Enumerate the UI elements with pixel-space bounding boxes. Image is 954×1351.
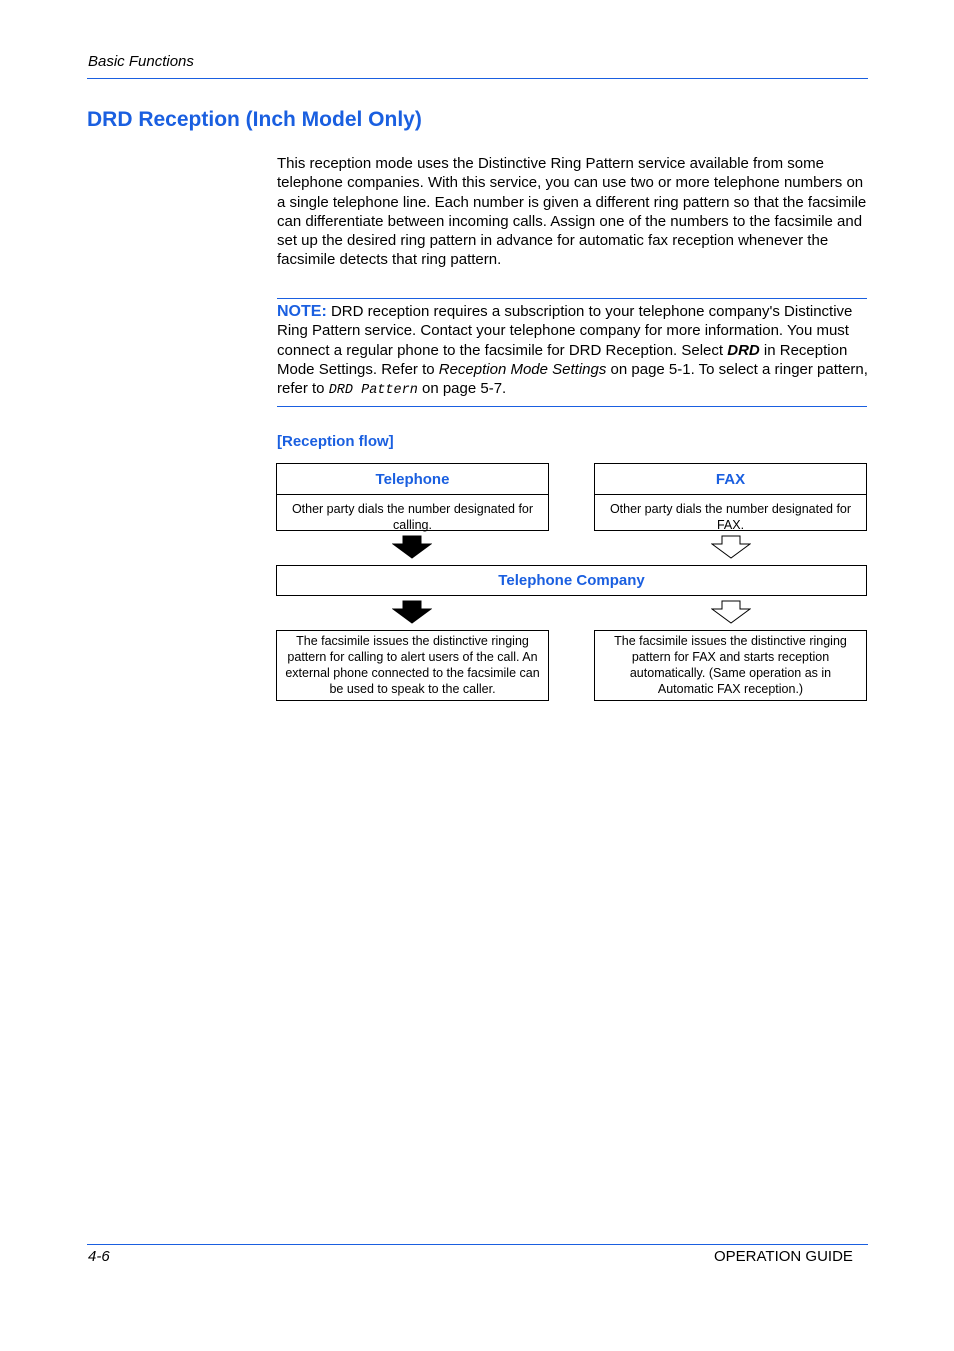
fax-box-text: Other party dials the number designated for FAX.	[609, 502, 852, 532]
solid-down-arrow-icon	[392, 535, 432, 559]
fax-box-title: FAX	[595, 464, 866, 495]
note-text-1: DRD reception requires a subscription to your telephone company's Distinctive Ring Pattern service. Contact your telephone company for more information. You must connect a regular phone to the facsimile for DRD Reception. Select	[277, 303, 853, 359]
telephone-result-text: The facsimile issues the distinctive ringing pattern for calling to alert users of the call. An external phone connected to the facsimile can be used to speak to the caller.	[285, 634, 540, 696]
note-top-rule	[277, 298, 867, 299]
note-block	[277, 302, 869, 400]
note-text-2: in Reception Mode Settings. Refer to	[277, 341, 848, 378]
fax-result-text: The facsimile issues the distinctive ringing pattern for FAX and starts reception automatically. (Same operation as in Automatic FAX reception.)	[614, 634, 847, 696]
page-title: DRD Reception (Inch Model Only)	[87, 108, 422, 131]
header-rule	[87, 78, 868, 79]
note-italic-ref: Reception Mode Settings	[438, 360, 607, 378]
guide-name: OPERATION GUIDE	[714, 1248, 853, 1265]
telephone-box-title: Telephone	[277, 464, 548, 495]
note-bottom-rule	[277, 406, 867, 407]
outline-down-arrow-icon	[711, 535, 751, 559]
telephone-company-box: Telephone Company	[276, 565, 867, 596]
solid-down-arrow-icon	[392, 600, 432, 624]
page-number: 4-6	[88, 1248, 110, 1265]
note-mono-ref: DRD Pattern	[328, 383, 418, 399]
fax-box	[594, 463, 867, 531]
telephone-result-box	[276, 630, 549, 701]
note-text-3: on page 5-1. To select a ringer pattern, refer to	[277, 360, 868, 398]
running-header: Basic Functions	[88, 53, 194, 70]
reception-flow-heading: [Reception flow]	[277, 433, 394, 450]
footer-rule	[87, 1244, 868, 1245]
fax-result-box	[594, 630, 867, 701]
note-label: NOTE:	[277, 303, 327, 320]
telephone-box-text: Other party dials the number designated for calling.	[291, 502, 534, 532]
telephone-box	[276, 463, 549, 531]
intro-paragraph: This reception mode uses the Distinctive Ring Pattern service available from some telephone companies. With this service, you can use two or more telephone numbers on a single telephone line. Each number is given a different ring pattern so that the facsimile can differentiate between incoming calls. Assign one of the numbers to the facsimile and set up the desired ring pattern in advance for automatic fax reception whenever the facsimile detects that ring pattern.	[277, 155, 867, 269]
note-bold-term: DRD	[727, 341, 760, 359]
note-text-4: on page 5-7.	[417, 380, 507, 398]
outline-down-arrow-icon	[711, 600, 751, 624]
